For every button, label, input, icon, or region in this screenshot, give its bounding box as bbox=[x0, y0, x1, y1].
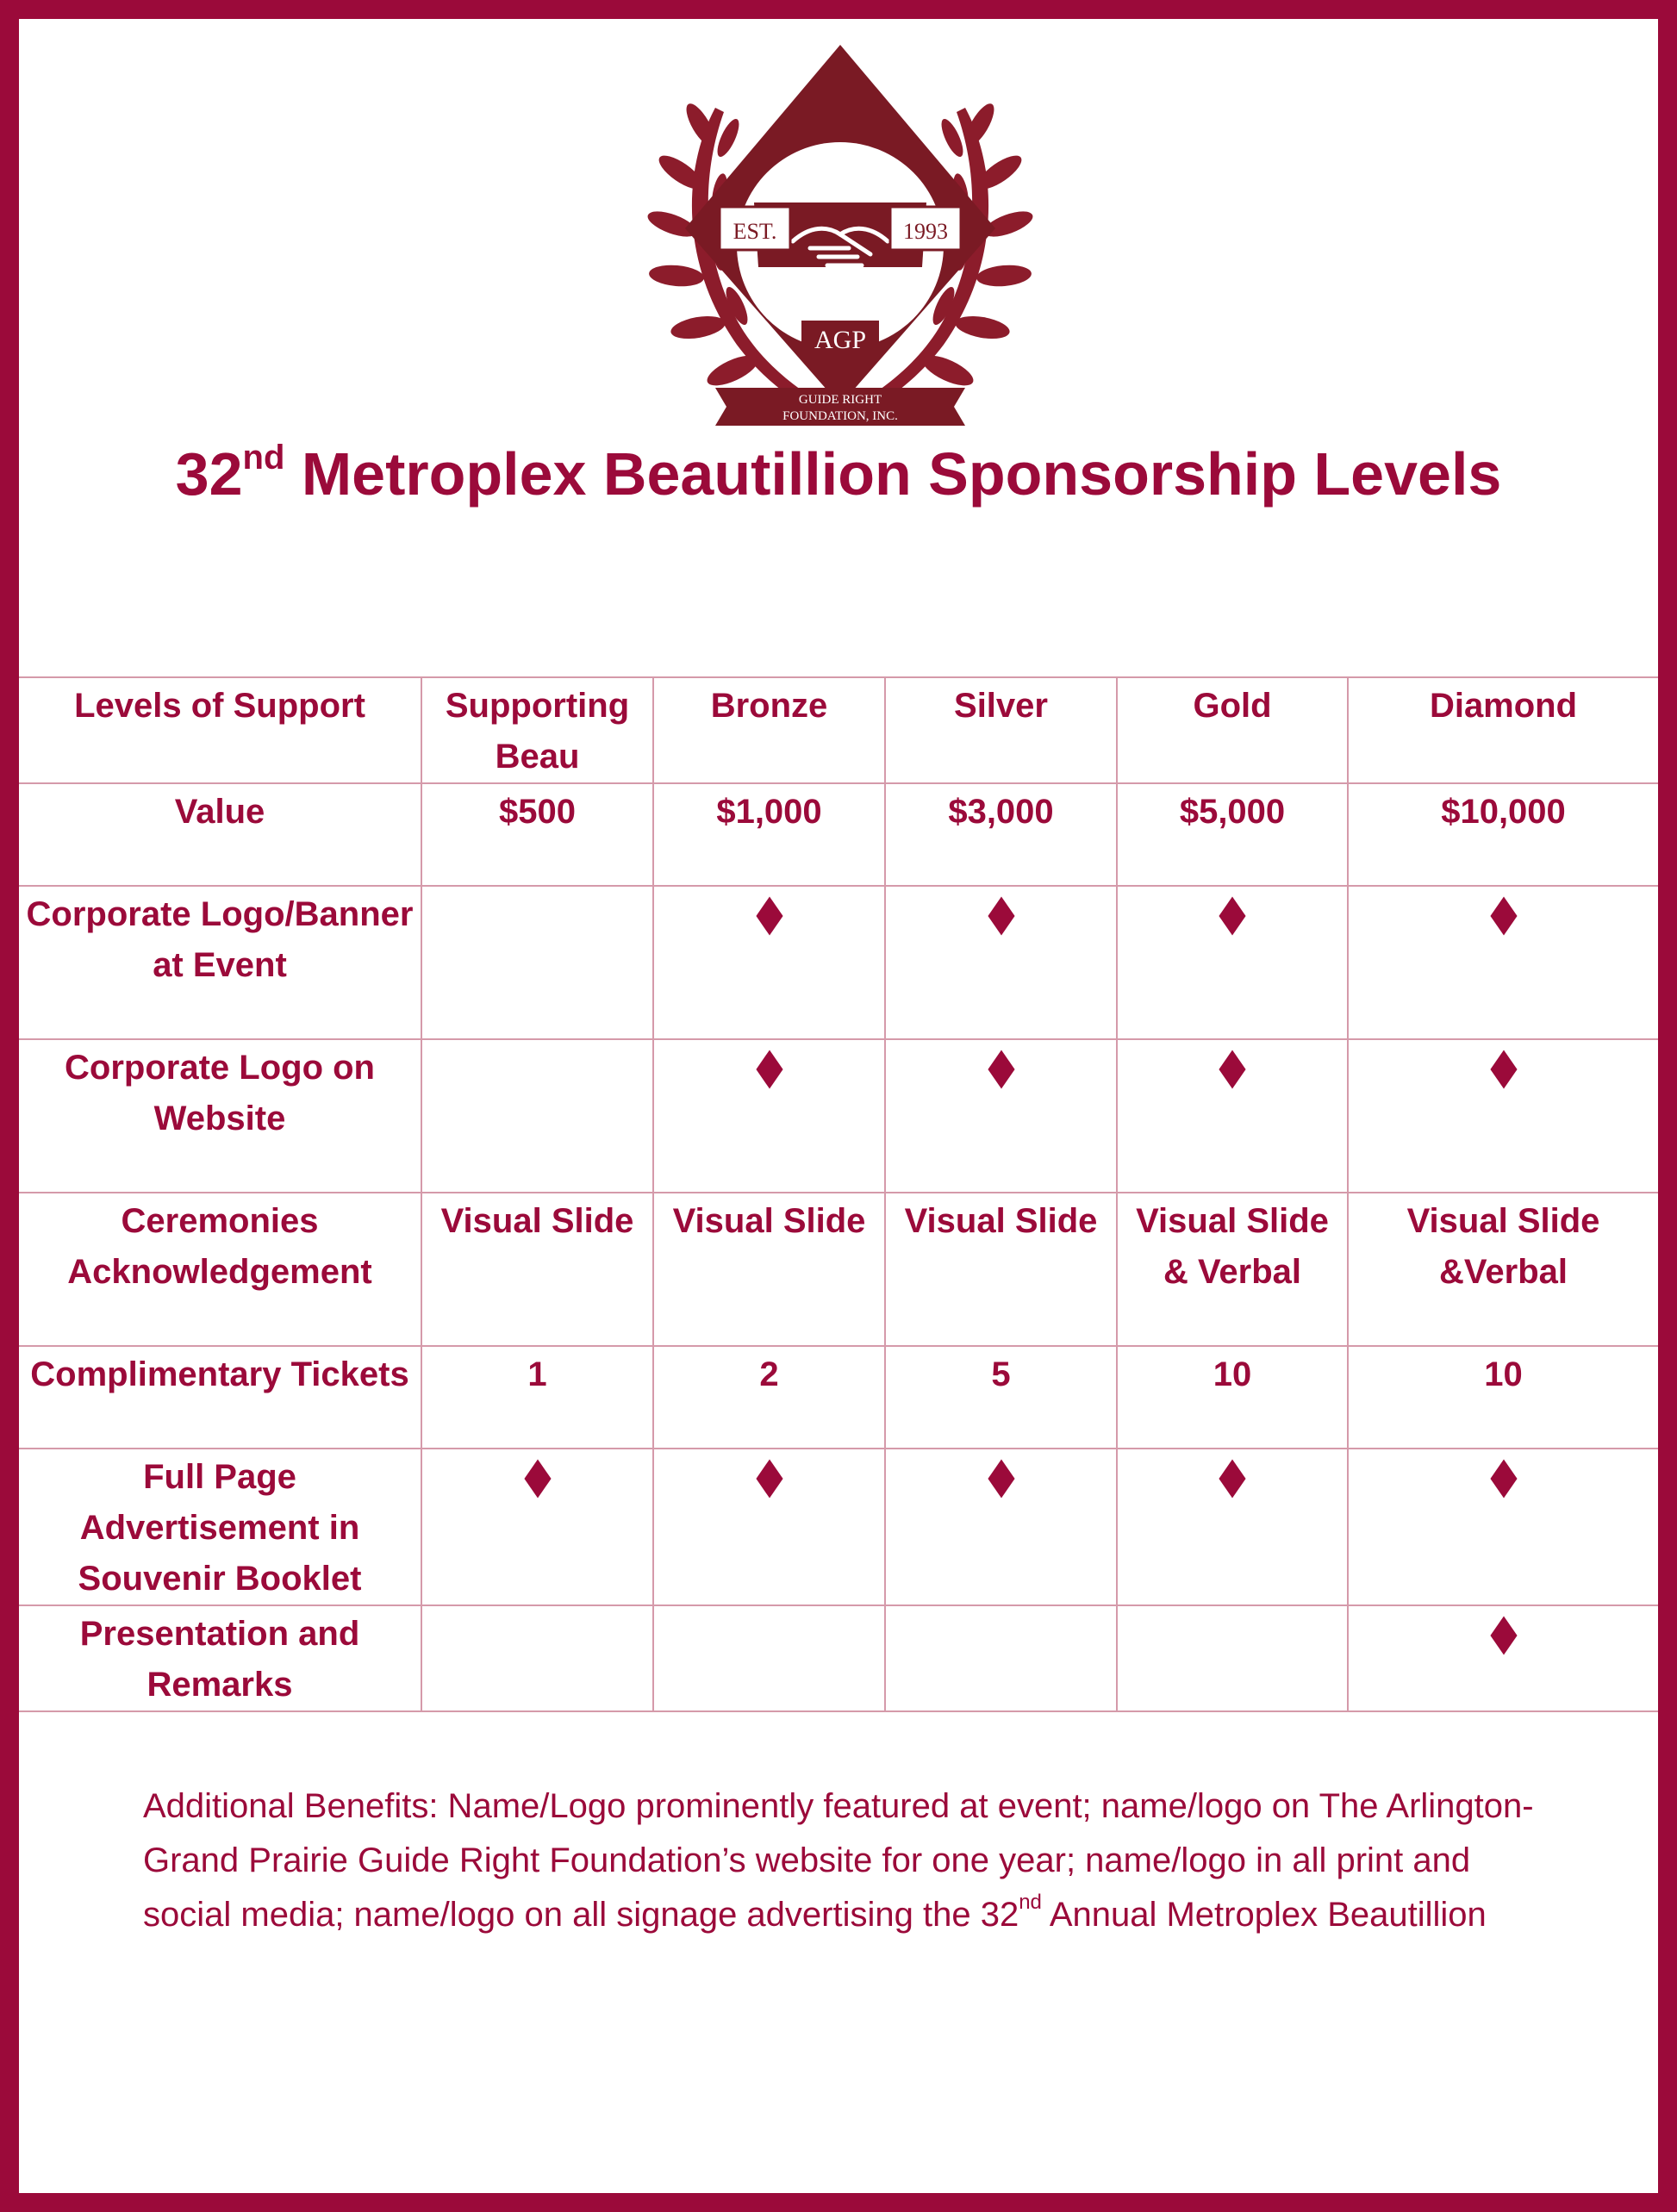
logo-banner-line1: GUIDE RIGHT bbox=[798, 393, 882, 407]
header-cell: Gold bbox=[1117, 677, 1348, 783]
table-cell bbox=[885, 1449, 1117, 1605]
diamond-icon bbox=[1219, 1050, 1245, 1088]
diamond-icon bbox=[988, 1050, 1014, 1088]
diamond-icon bbox=[1490, 1616, 1517, 1654]
table-cell bbox=[885, 1039, 1117, 1193]
table-cell bbox=[1348, 1449, 1658, 1605]
logo-year-label: 1993 bbox=[903, 219, 948, 244]
cell-value: Visual Slide & Verbal bbox=[1136, 1202, 1329, 1291]
table-cell bbox=[1348, 886, 1658, 1039]
table-cell bbox=[421, 886, 653, 1039]
table-row bbox=[19, 1193, 1658, 1346]
table-cell bbox=[421, 1039, 653, 1193]
table-cell bbox=[653, 1605, 885, 1711]
table-cell bbox=[1117, 1346, 1348, 1449]
cell-value: 2 bbox=[759, 1355, 779, 1393]
cell-value: 10 bbox=[1484, 1355, 1523, 1393]
sponsorship-table bbox=[19, 676, 1658, 1712]
table-cell bbox=[1348, 1605, 1658, 1711]
table-row bbox=[19, 1039, 1658, 1193]
diamond-icon bbox=[1490, 896, 1517, 935]
cell-value: $500 bbox=[499, 793, 576, 831]
table-cell bbox=[1117, 1039, 1348, 1193]
table-cell bbox=[653, 1449, 885, 1605]
table-cell bbox=[1348, 1193, 1658, 1346]
diamond-icon bbox=[756, 1459, 782, 1498]
cell-value: 1 bbox=[527, 1355, 547, 1393]
table-cell bbox=[421, 1449, 653, 1605]
logo-banner-line2: FOUNDATION, INC. bbox=[782, 409, 898, 423]
header-cell: Supporting Beau bbox=[421, 677, 653, 783]
table-cell bbox=[421, 783, 653, 886]
table-cell bbox=[885, 1346, 1117, 1449]
cell-value: 10 bbox=[1213, 1355, 1252, 1393]
table-cell bbox=[653, 1346, 885, 1449]
header-cell: Silver bbox=[885, 677, 1117, 783]
diamond-icon bbox=[1490, 1459, 1517, 1498]
table-cell bbox=[653, 886, 885, 1039]
diamond-icon bbox=[756, 1050, 782, 1088]
additional-benefits bbox=[143, 1779, 1556, 1942]
cell-value: $3,000 bbox=[948, 793, 1054, 831]
foundation-logo bbox=[633, 43, 1047, 448]
table-cell bbox=[885, 1193, 1117, 1346]
diamond-icon bbox=[756, 896, 782, 935]
cell-value: 5 bbox=[991, 1355, 1011, 1393]
row-label: Complimentary Tickets bbox=[19, 1346, 421, 1449]
row-label: Ceremonies Acknowledgement bbox=[19, 1193, 421, 1346]
table-cell bbox=[1117, 886, 1348, 1039]
cell-value: $5,000 bbox=[1179, 793, 1286, 831]
table-cell bbox=[885, 783, 1117, 886]
logo-est-label: EST. bbox=[733, 219, 777, 244]
table-cell bbox=[653, 1039, 885, 1193]
table-cell bbox=[1348, 783, 1658, 886]
title-ordinal-suffix: nd bbox=[242, 439, 285, 477]
table-cell bbox=[885, 886, 1117, 1039]
table-row bbox=[19, 783, 1658, 886]
row-label: Full Page Advertisement in Souvenir Booklet bbox=[19, 1449, 421, 1605]
table-cell bbox=[421, 1605, 653, 1711]
row-label: Corporate Logo/Banner at Event bbox=[19, 886, 421, 1039]
table-cell bbox=[1117, 1449, 1348, 1605]
diamond-icon bbox=[1219, 1459, 1245, 1498]
cell-value: Visual Slide bbox=[904, 1202, 1098, 1240]
table-cell bbox=[653, 783, 885, 886]
cell-value: $1,000 bbox=[716, 793, 822, 831]
table-cell bbox=[1348, 1346, 1658, 1449]
diamond-icon bbox=[1490, 1050, 1517, 1088]
table-cell bbox=[421, 1193, 653, 1346]
table-cell bbox=[885, 1605, 1117, 1711]
diamond-icon bbox=[524, 1459, 551, 1498]
table-cell bbox=[1117, 1605, 1348, 1711]
row-label: Corporate Logo on Website bbox=[19, 1039, 421, 1193]
table-row bbox=[19, 1605, 1658, 1711]
table-header-row bbox=[19, 677, 1658, 783]
diamond-icon bbox=[1219, 896, 1245, 935]
row-label: Value bbox=[19, 783, 421, 886]
diamond-icon bbox=[988, 896, 1014, 935]
cell-value: Visual Slide &Verbal bbox=[1406, 1202, 1600, 1291]
page-title bbox=[0, 435, 1677, 513]
table-cell bbox=[421, 1346, 653, 1449]
cell-value: $10,000 bbox=[1441, 793, 1566, 831]
table-cell bbox=[1348, 1039, 1658, 1193]
cell-value: Visual Slide bbox=[672, 1202, 866, 1240]
cell-value: Visual Slide bbox=[440, 1202, 634, 1240]
diamond-icon bbox=[988, 1459, 1014, 1498]
logo-monogram: AGP bbox=[814, 326, 867, 354]
benefits-ordinal-suffix: nd bbox=[1019, 1891, 1042, 1914]
table-cell bbox=[1117, 1193, 1348, 1346]
header-cell: Levels of Support bbox=[19, 677, 421, 783]
table-cell bbox=[653, 1193, 885, 1346]
title-text: Metroplex Beautillion Sponsorship Levels bbox=[301, 440, 1502, 508]
table-row bbox=[19, 886, 1658, 1039]
table-row bbox=[19, 1449, 1658, 1605]
title-ordinal-number: 32 bbox=[175, 440, 243, 508]
benefits-text: Additional Benefits: Name/Logo prominently featured at event; name/logo on The Arlington-Grand Prairie Guide Right Foundation’s website for one year; name/logo in all print and social media; name/logo on all signage advertising the 32 bbox=[143, 1787, 1534, 1934]
row-label: Presentation and Remarks bbox=[19, 1605, 421, 1711]
header-cell: Bronze bbox=[653, 677, 885, 783]
table-row bbox=[19, 1346, 1658, 1449]
table-cell bbox=[1117, 783, 1348, 886]
benefits-text-end: Annual Metroplex Beautillion bbox=[1041, 1896, 1487, 1934]
header-cell: Diamond bbox=[1348, 677, 1658, 783]
